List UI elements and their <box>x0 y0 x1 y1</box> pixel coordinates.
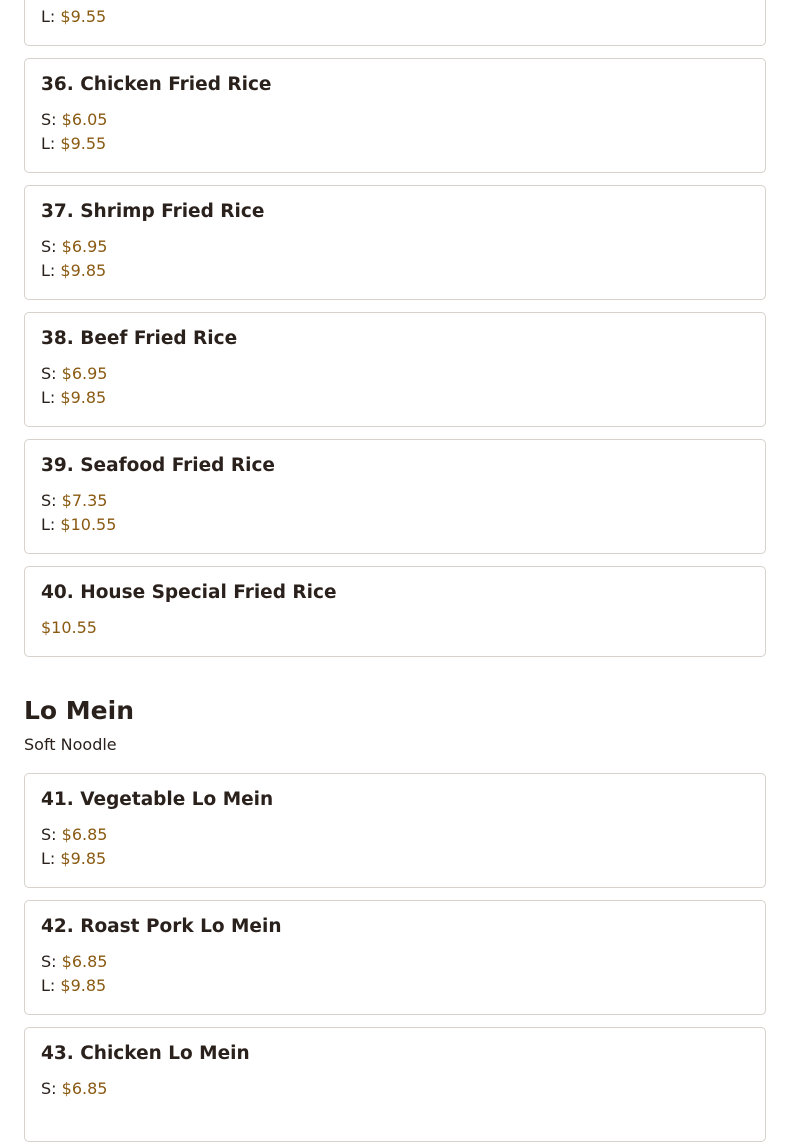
large-price-line <box>41 847 749 871</box>
small-price: $6.85 <box>61 952 108 971</box>
small-price: $6.05 <box>61 110 108 129</box>
small-price-line <box>41 235 749 259</box>
large-price: $9.85 <box>60 261 107 280</box>
menu-item-card <box>24 439 766 554</box>
large-label: L: <box>41 515 56 534</box>
large-label: L: <box>41 261 56 280</box>
large-price-line <box>41 259 749 283</box>
large-label: L: <box>41 7 56 26</box>
item-title: 43. Chicken Lo Mein <box>41 1043 250 1064</box>
small-price: $7.35 <box>61 491 108 510</box>
item-title: 41. Vegetable Lo Mein <box>41 789 274 810</box>
small-label: S: <box>41 237 57 256</box>
large-price: $9.85 <box>60 849 107 868</box>
large-label: L: <box>41 134 56 153</box>
menu-item-card <box>24 185 766 300</box>
small-label: S: <box>41 1079 57 1098</box>
large-price: $9.85 <box>60 976 107 995</box>
large-price-line <box>41 386 749 410</box>
item-title: 39. Seafood Fried Rice <box>41 455 275 476</box>
small-price-line <box>41 489 749 513</box>
small-price: $6.95 <box>61 364 108 383</box>
small-price-line <box>41 1077 749 1101</box>
item-title: 36. Chicken Fried Rice <box>41 74 272 95</box>
large-price: $9.55 <box>60 134 107 153</box>
menu-item-card <box>24 566 766 657</box>
small-price: $6.85 <box>61 1079 108 1098</box>
menu-item-card <box>24 0 766 46</box>
menu-item-card <box>24 900 766 1015</box>
large-price: $9.85 <box>60 388 107 407</box>
small-price-line <box>41 950 749 974</box>
small-label: S: <box>41 364 57 383</box>
small-price-line <box>41 823 749 847</box>
large-price-line <box>41 5 106 29</box>
menu-item-card <box>24 1027 766 1142</box>
large-price-line <box>41 974 749 998</box>
small-label: S: <box>41 491 57 510</box>
section-subtitle: Soft Noodle <box>24 735 117 754</box>
menu-item-card <box>24 58 766 173</box>
large-price: $9.55 <box>60 7 107 26</box>
small-price: $6.85 <box>61 825 108 844</box>
menu-item-card <box>24 312 766 427</box>
large-price: $10.55 <box>60 515 117 534</box>
small-price-line <box>41 362 749 386</box>
large-label: L: <box>41 388 56 407</box>
small-label: S: <box>41 952 57 971</box>
item-title: 40. House Special Fried Rice <box>41 582 337 603</box>
menu-item-card <box>24 773 766 888</box>
large-price-line <box>41 132 749 156</box>
small-label: S: <box>41 825 57 844</box>
small-label: S: <box>41 110 57 129</box>
large-label: L: <box>41 976 56 995</box>
large-price-line <box>41 513 749 537</box>
item-title: 37. Shrimp Fried Rice <box>41 201 265 222</box>
small-price: $6.95 <box>61 237 108 256</box>
item-title: 42. Roast Pork Lo Mein <box>41 916 282 937</box>
price-line <box>41 616 749 640</box>
small-price-line <box>41 108 749 132</box>
item-title: 38. Beef Fried Rice <box>41 328 238 349</box>
large-label: L: <box>41 849 56 868</box>
section-heading: Lo Mein <box>24 696 135 725</box>
price: $10.55 <box>41 618 97 637</box>
